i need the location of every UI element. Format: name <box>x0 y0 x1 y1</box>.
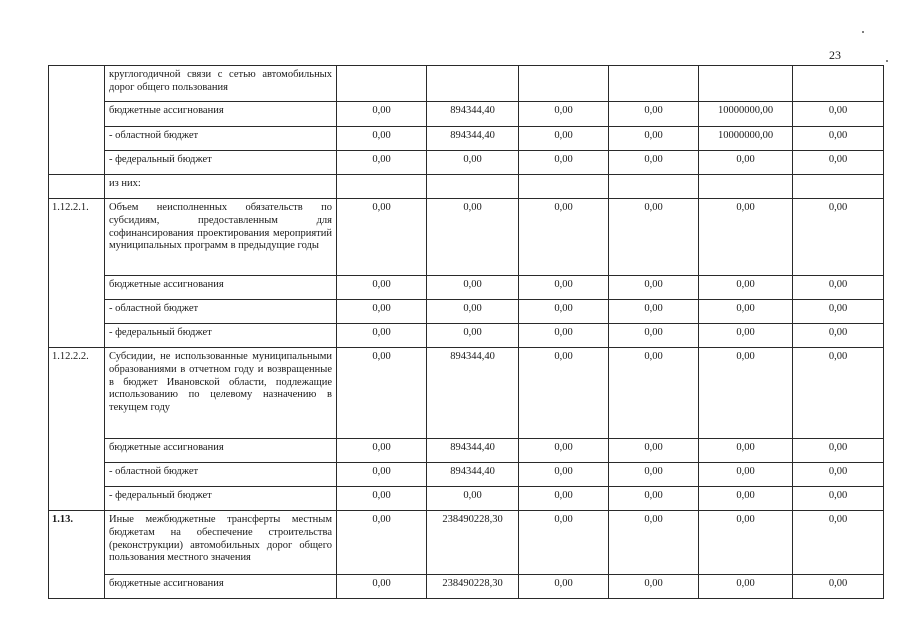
value-cell: 0,00 <box>519 102 609 127</box>
row-label: Иные межбюджетные трансферты местным бюджетам на обеспечение строительства (реконструкции) автомобильных дорог общего пользования местного значения <box>105 511 337 575</box>
value-cell: 0,00 <box>609 300 699 324</box>
budget-table <box>48 65 884 599</box>
table-row <box>49 102 884 127</box>
value-cell: 0,00 <box>337 463 427 487</box>
table-row <box>49 463 884 487</box>
value-cell: 0,00 <box>519 300 609 324</box>
value-cell <box>519 175 609 199</box>
value-cell: 0,00 <box>609 276 699 300</box>
value-cell: 0,00 <box>427 199 519 276</box>
value-cell <box>609 175 699 199</box>
row-label: круглогодичной связи с сетью автомобильных дорог общего пользования <box>105 66 337 102</box>
value-cell: 0,00 <box>609 439 699 463</box>
value-cell: 0,00 <box>699 324 793 348</box>
value-cell: 0,00 <box>699 348 793 439</box>
value-cell: 0,00 <box>337 151 427 175</box>
value-cell: 0,00 <box>519 199 609 276</box>
row-label: бюджетные ассигнования <box>105 439 337 463</box>
scan-speck <box>862 31 864 33</box>
value-cell: 0,00 <box>609 487 699 511</box>
table-row <box>49 439 884 463</box>
value-cell: 0,00 <box>699 276 793 300</box>
value-cell: 0,00 <box>337 511 427 575</box>
value-cell: 0,00 <box>793 487 884 511</box>
value-cell: 0,00 <box>699 575 793 599</box>
value-cell: 0,00 <box>519 511 609 575</box>
row-label: бюджетные ассигнования <box>105 102 337 127</box>
table-row <box>49 300 884 324</box>
value-cell: 0,00 <box>793 102 884 127</box>
value-cell: 0,00 <box>793 199 884 276</box>
value-cell: 894344,40 <box>427 348 519 439</box>
value-cell: 0,00 <box>519 439 609 463</box>
row-label: - областной бюджет <box>105 463 337 487</box>
value-cell: 0,00 <box>337 127 427 151</box>
value-cell: 0,00 <box>427 300 519 324</box>
value-cell: 0,00 <box>699 463 793 487</box>
value-cell: 0,00 <box>793 348 884 439</box>
value-cell: 10000000,00 <box>699 127 793 151</box>
value-cell: 238490228,30 <box>427 575 519 599</box>
value-cell: 894344,40 <box>427 102 519 127</box>
value-cell: 0,00 <box>699 439 793 463</box>
table-row <box>49 348 884 439</box>
value-cell <box>793 66 884 102</box>
value-cell: 0,00 <box>609 151 699 175</box>
value-cell: 0,00 <box>793 575 884 599</box>
table-row <box>49 127 884 151</box>
value-cell: 0,00 <box>793 127 884 151</box>
row-code: 1.12.2.2. <box>49 348 105 511</box>
row-code: 1.13. <box>49 511 105 599</box>
table-row <box>49 199 884 276</box>
table-row <box>49 66 884 102</box>
row-label: бюджетные ассигнования <box>105 575 337 599</box>
scan-speck <box>886 60 888 62</box>
value-cell <box>699 175 793 199</box>
row-label: Субсидии, не использованные муниципальными образованиями в отчетном году и возвращенные в бюджет Ивановской области, подлежащие использованию по целевому назначению в текущем году <box>105 348 337 439</box>
table-row <box>49 175 884 199</box>
value-cell: 0,00 <box>609 511 699 575</box>
row-code <box>49 66 105 175</box>
value-cell: 0,00 <box>337 324 427 348</box>
value-cell: 10000000,00 <box>699 102 793 127</box>
value-cell: 238490228,30 <box>427 511 519 575</box>
value-cell <box>337 66 427 102</box>
row-label: - федеральный бюджет <box>105 151 337 175</box>
value-cell <box>519 66 609 102</box>
value-cell: 0,00 <box>427 276 519 300</box>
value-cell: 0,00 <box>699 487 793 511</box>
value-cell <box>427 66 519 102</box>
value-cell: 0,00 <box>519 151 609 175</box>
value-cell: 0,00 <box>793 463 884 487</box>
value-cell: 0,00 <box>609 348 699 439</box>
table-row <box>49 276 884 300</box>
value-cell: 0,00 <box>337 276 427 300</box>
value-cell: 0,00 <box>793 300 884 324</box>
value-cell <box>609 66 699 102</box>
value-cell: 0,00 <box>337 102 427 127</box>
value-cell: 0,00 <box>793 276 884 300</box>
row-label: - областной бюджет <box>105 127 337 151</box>
value-cell: 0,00 <box>609 575 699 599</box>
row-code <box>49 175 105 199</box>
row-label: из них: <box>105 175 337 199</box>
value-cell: 0,00 <box>337 300 427 324</box>
table-row <box>49 511 884 575</box>
value-cell: 894344,40 <box>427 463 519 487</box>
value-cell: 0,00 <box>337 348 427 439</box>
value-cell: 0,00 <box>609 127 699 151</box>
value-cell: 0,00 <box>699 199 793 276</box>
table-row <box>49 151 884 175</box>
table-row <box>49 324 884 348</box>
value-cell: 0,00 <box>519 324 609 348</box>
row-label: Объем неисполненных обязательств по субсидиям, предоставленным для софинансирования проектирования мероприятий муниципальных программ в предыдущие годы <box>105 199 337 276</box>
table-row <box>49 487 884 511</box>
value-cell: 0,00 <box>427 324 519 348</box>
value-cell: 0,00 <box>519 348 609 439</box>
value-cell: 0,00 <box>609 463 699 487</box>
value-cell: 0,00 <box>337 487 427 511</box>
value-cell <box>337 175 427 199</box>
value-cell: 0,00 <box>519 487 609 511</box>
row-label: - федеральный бюджет <box>105 324 337 348</box>
value-cell: 0,00 <box>793 511 884 575</box>
row-label: - областной бюджет <box>105 300 337 324</box>
value-cell: 0,00 <box>793 151 884 175</box>
table-row <box>49 575 884 599</box>
row-label: бюджетные ассигнования <box>105 276 337 300</box>
value-cell: 0,00 <box>793 324 884 348</box>
value-cell: 0,00 <box>699 300 793 324</box>
value-cell: 0,00 <box>699 511 793 575</box>
value-cell: 0,00 <box>519 276 609 300</box>
value-cell: 0,00 <box>519 575 609 599</box>
value-cell: 0,00 <box>337 575 427 599</box>
value-cell: 0,00 <box>337 199 427 276</box>
row-code: 1.12.2.1. <box>49 199 105 348</box>
row-label: - федеральный бюджет <box>105 487 337 511</box>
value-cell: 0,00 <box>337 439 427 463</box>
value-cell: 0,00 <box>427 487 519 511</box>
value-cell: 894344,40 <box>427 439 519 463</box>
value-cell: 0,00 <box>427 151 519 175</box>
value-cell <box>793 175 884 199</box>
value-cell: 0,00 <box>609 102 699 127</box>
value-cell: 0,00 <box>609 199 699 276</box>
value-cell <box>699 66 793 102</box>
value-cell <box>427 175 519 199</box>
value-cell: 0,00 <box>609 324 699 348</box>
value-cell: 0,00 <box>519 463 609 487</box>
page-number: 23 <box>829 48 841 62</box>
value-cell: 894344,40 <box>427 127 519 151</box>
value-cell: 0,00 <box>699 151 793 175</box>
value-cell: 0,00 <box>519 127 609 151</box>
value-cell: 0,00 <box>793 439 884 463</box>
